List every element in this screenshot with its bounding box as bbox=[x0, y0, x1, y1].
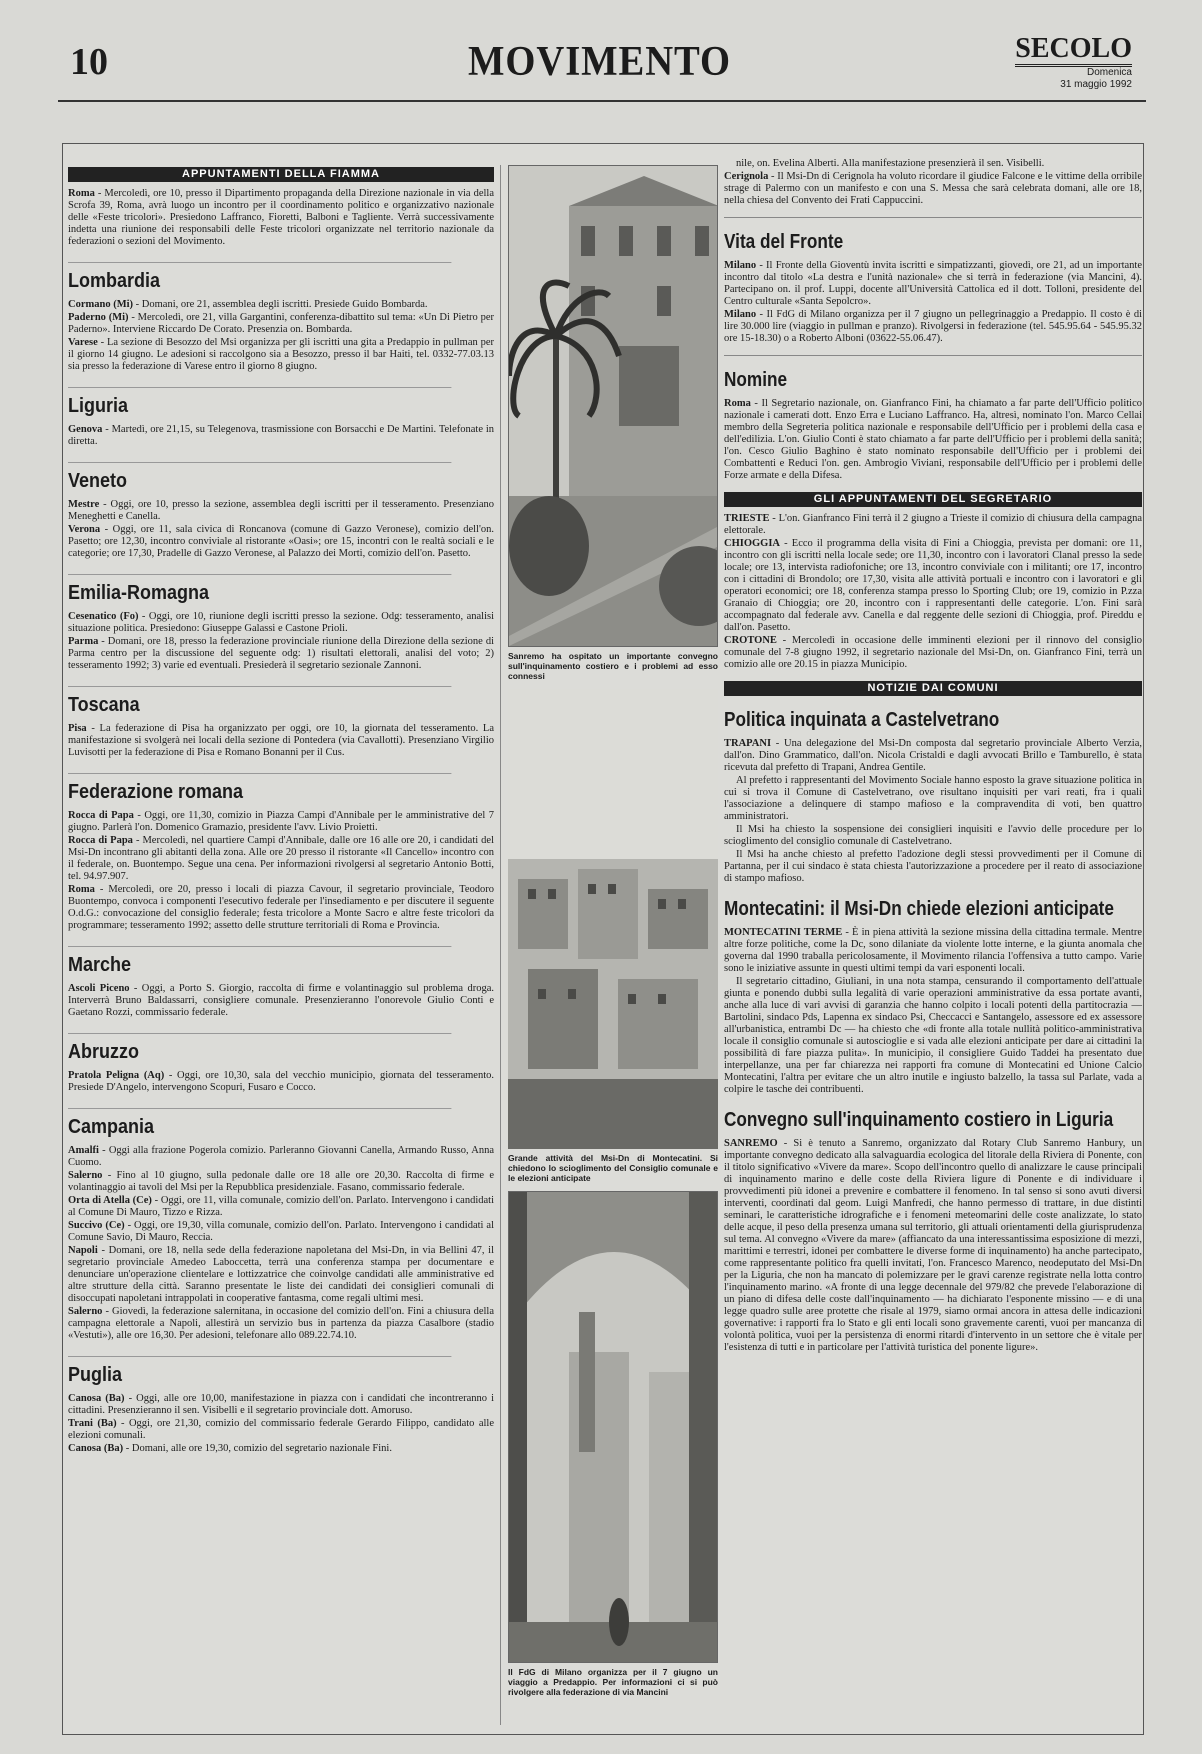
item-text: - Oggi, ore 19,30, villa comunale, comizio dell'on. Parlato. Intervengono i candidati al Comune Savio, Di Mauro, Reccia. bbox=[68, 1220, 494, 1243]
item-place: Ascoli Piceno bbox=[68, 983, 130, 994]
vita-fronte-block bbox=[724, 260, 1142, 345]
item-text: - Oggi, ore 11, villa comunale, comizio dell'on. Parlato. Intervengono i candidati al Comune Di Mauro, Tizzo e Rizza. bbox=[68, 1195, 495, 1218]
news-item bbox=[68, 983, 494, 1019]
item-place: Roma bbox=[68, 188, 95, 199]
item-text: - Il FdG di Milano organizza per il 7 giugno un pellegrinaggio a Predappio. Il costo è di lire 30.000 lire (viaggio in pullman e pranzo). Rivolgersi in federazione (tel. 545.95.64 - 545.95.32 ore 15-18.30) o a Roberto Alboni (03622-55.06.47). bbox=[724, 309, 1142, 344]
item-place: Varese bbox=[68, 337, 98, 348]
region-items bbox=[68, 299, 494, 373]
news-item bbox=[724, 513, 1142, 537]
news-item bbox=[724, 927, 1142, 975]
politica-block bbox=[724, 738, 1142, 885]
news-item bbox=[68, 299, 494, 311]
news-item bbox=[724, 849, 1142, 885]
news-item bbox=[724, 738, 1142, 774]
item-place: Trani (Ba) bbox=[68, 1418, 117, 1429]
news-item bbox=[724, 171, 1142, 207]
news-item bbox=[724, 538, 1142, 634]
item-text: - Si è tenuto a Sanremo, organizzato dal Rotary Club Sanremo Hanbury, un importante convegno dedicato alla salvaguardia ecologica del litorale della Riviera di Ponente, con il titolo significativo «Vivere da mare». Scopo dell'incontro quello di analizzare le cause principali di inquinamento marino e delle coste della Riviera ligure di Ponente e di individuare i provvedimenti più idonei a prevenire e combattere il fenomeno. In tal senso si sono avuti diversi interventi, coordinati dal geom. Luigi Manfredi, che hanno permesso di trattare, in due distinti seminari, le caratteristiche idrografiche e i fenomeni meteomarini delle coste analizzate, lo stato delle acque, il peso della presenza umana sul territorio, gli attuali orientamenti della giurisprudenza sul tema. Al convegno «Vivere da mare» (affiancato da una interessantissima esposizione di mezzi, marittimi e terrestri, idonei per combattere le diverse forme di inquinamento) ha anche partecipato, come rappresentante politico fra quelli invitati, l'on. Francesco Marenco, neodeputato del Msi-Dn per la Liguria, che non ha mancato di polemizzare per le gravi carenze registrate nella lotta contro l'inquinamento marino. «A fronte di una legge decennale del 979/82 che prevede l'elaborazione di un piano di difesa delle coste dall'inquinamento — ha dichiarato l'esponente missino — e di una legge quadro sulle aree protette che risale al 1979, siamo ormai ancora in attesa delle indicazioni governative: i rapporti fra lo Stato e gli enti locali sono gravemente carenti, vuoi per mancanza di volontà politica, vuoi per la persistenza di enormi ritardi d'intervento in un settore che è vitale per l'esistenza di tutti e in particolare per l'attività turistica del ponente ligure». bbox=[724, 1138, 1142, 1353]
news-item bbox=[68, 524, 494, 560]
news-item bbox=[68, 1418, 494, 1442]
item-text: - Mercoledì, ore 20, presso i locali di piazza Cavour, il segretario provinciale, Teodoro Buontempo, convoca i componenti l'esecutivo federale per l'insediamento e per discutere il seguente O.d.G.: convocazione del consiglio federale; festa tricolore a Monte Sacro e altre feste tricolori da programmare; tesseramento 1992; assetto delle strutture territoriali di Roma e Provincia. bbox=[68, 884, 494, 931]
item-place: Parma bbox=[68, 636, 99, 647]
region-heading: Toscana bbox=[68, 686, 451, 717]
item-place: Genova bbox=[68, 424, 103, 435]
item-text: - Ecco il programma della visita di Fini a Chioggia, prevista per domani: ore 11, incontro con gli iscritti nella locale sede; ore 11,30, incontro con i lavoratori Clanal presso la sede locale; ore 13, intervista radiofoniche; ore 13, incontro conviviale con i militanti; ore 17, incontro con i cittadini di Brondolo; ore 17,30, visita alle attività portuali e incontro con i lavoratori e gli operatori economici; ore 18, conferenza stampa presso lo Sporting Club; ore 19, comizio in P.zza Granaio di Chioggia; ore 20, incontro con i rappresentanti delle categorie. L'on. Fini sarà accompagnato dal federale avv. Canella e dal reggente delle sezioni di Chioggia, prof. Pireddu e dall'on. Pasetto. bbox=[724, 538, 1142, 633]
item-place: Cerignola bbox=[724, 171, 769, 182]
region-heading: Lombardia bbox=[68, 262, 451, 293]
item-text: - Martedì, ore 21,15, su Telegenova, trasmissione con Borsacchi e De Martini. Telefonate in diretta. bbox=[68, 424, 494, 447]
item-place: Verona bbox=[68, 524, 101, 535]
banner-appuntamenti-fiamma: APPUNTAMENTI DELLA FIAMMA bbox=[68, 167, 494, 182]
caption-montecatini: Grande attività del Msi-Dn di Montecatini. Si chiedono lo scioglimento del Consiglio comunale e le elezioni anticipate bbox=[508, 1153, 718, 1183]
banner-appuntamenti-segretario: GLI APPUNTAMENTI DEL SEGRETARIO bbox=[724, 492, 1142, 507]
divider bbox=[724, 355, 1142, 356]
header-rule bbox=[58, 100, 1146, 102]
item-place: Milano bbox=[724, 260, 757, 271]
sanremo-villa-illustration bbox=[509, 166, 718, 646]
item-place: TRIESTE bbox=[724, 513, 770, 524]
item-place: MONTECATINI TERME bbox=[724, 927, 843, 938]
item-place: Milano bbox=[724, 309, 757, 320]
regional-sections bbox=[68, 262, 494, 1455]
region-heading: Emilia-Romagna bbox=[68, 574, 451, 605]
item-text: Il Msi ha anche chiesto al prefetto l'adozione degli stessi provvedimenti per il Comune di Partanna, per il cui sindaco è stata chiesta l'autorizzazione a procedere per il reato di associazione di stampo mafioso. bbox=[724, 849, 1142, 884]
news-item bbox=[68, 1195, 494, 1219]
region-items bbox=[68, 723, 494, 759]
heading-convegno-liguria: Convegno sull'inquinamento costiero in Liguria bbox=[724, 1109, 1114, 1131]
item-text: - Il Segretario nazionale, on. Gianfranco Fini, ha chiamato a far parte dell'Ufficio politico nazionale i camerati dott. Enzo Erra e Luciano Laffranco. Ha, altresì, nominato l'on. Marco Cellai membro della Segreteria politica nazionale e responsabile dell'Ufficio per i problemi della casa e dell'edilizia. L'on. Giulio Conti è stato chiamato a far parte dell'Ufficio per i problemi della sanità; l'on. Cesco Giulio Baghino è stato nominato responsabile dell'Ufficio per i problemi dei Combattenti e Reduci l'on. gen. Ambrogio Viviani, responsabile dell'Ufficio per i problemi delle Forze armate e della Difesa. bbox=[724, 398, 1142, 481]
news-item bbox=[68, 1170, 494, 1194]
item-text: Il Msi ha chiesto la sospensione dei consiglieri inquisiti e l'avvio delle procedure per lo scioglimento del consiglio comunale di Castelvetrano. bbox=[724, 824, 1142, 847]
divider bbox=[724, 217, 1142, 218]
montecatini-town-illustration bbox=[508, 689, 718, 1149]
heading-montecatini: Montecatini: il Msi-Dn chiede elezioni anticipate bbox=[724, 898, 1114, 920]
issue-date: 31 maggio 1992 bbox=[1060, 79, 1132, 90]
arcade-colonnade-illustration bbox=[509, 1192, 718, 1662]
region-heading: Abruzzo bbox=[68, 1033, 451, 1064]
news-item bbox=[68, 723, 494, 759]
item-text: - Oggi, ore 11,30, comizio in Piazza Campi d'Annibale per le amministrative del 7 giugno. Parlerà l'on. Domenico Gramazio, presidente l'avv. Livio Proietti. bbox=[68, 810, 494, 833]
news-item bbox=[68, 312, 494, 336]
brand-logo: SECOLO bbox=[1015, 34, 1132, 67]
item-text: - Domani, ore 21, assemblea degli iscritti. Presiede Guido Bombarda. bbox=[133, 299, 428, 310]
item-text: - Oggi alla frazione Pogerola comizio. Parleranno Giovanni Canella, Armando Russo, Anna Cuomo. bbox=[68, 1145, 494, 1168]
item-place: TRAPANI bbox=[724, 738, 772, 749]
item-text: - Oggi, ore 10, presso la sezione, assemblea degli iscritti per il tesseramento. Presenziano Meneghetti e Canella. bbox=[68, 499, 494, 522]
item-place: SANREMO bbox=[724, 1138, 778, 1149]
item-text: Al prefetto i rappresentanti del Movimento Sociale hanno esposto la grave situazione politica in cui si trova il Comune di Castelvetrano, ove risultano inquisiti per vari reati, fra i quali l'associazione a delinquere di stampo mafioso e la compravendita di voti, ben quattro amministratori. bbox=[724, 775, 1142, 822]
item-text: - Il Fronte della Gioventù invita iscritti e simpatizzanti, giovedì, ore 21, ad un importante incontro dal titolo «La destra e l'unità nazionale» che si terrà in federazione (via Mancini, 4). Partecipano on. il prof. Luppi, docente all'Università Cattolica ed il dott. Tolloni, presidente del Centro culturale «Santa Sepolcro». bbox=[724, 260, 1142, 307]
item-text: - Oggi, alle ore 10,00, manifestazione in piazza con i candidati che incontreranno i cittadini. Presenzieranno il sen. Visibelli e il segretario provinciale dott. Amoruso. bbox=[68, 1393, 494, 1416]
item-text: - La sezione di Besozzo del Msi organizza per gli iscritti una gita a Predappio in pullman per il giorno 14 giugno. Le adesioni si raccolgono sia a Besozzo, presso il bar Haiti, tel. 0332-77.03.13 sia presso la federazione di Varese entro il giorno 8 giugno. bbox=[68, 337, 494, 372]
item-place: Pratola Peligna (Aq) bbox=[68, 1070, 165, 1081]
item-text: - Domani, ore 18, presso la federazione provinciale riunione della Direzione della sezione di Parma centro per la discussione del seguente odg: 1) risultati elettorali, analisi del voto; 2) tesseramento 1992; 3) varie ed eventuali. Presiederà il segretario sezionale Zannoni. bbox=[68, 636, 494, 671]
item-place: Cormano (Mi) bbox=[68, 299, 134, 310]
heading-politica-castelvetrano: Politica inquinata a Castelvetrano bbox=[724, 709, 1000, 731]
item-text: - Mercoledì, ore 10, presso il Dipartimento propaganda della Direzione nazionale in via della Scrofa 39, Roma, avrà luogo un incontro per il coordinamento politico e organizzativo nazionale delle «Feste tricolori». Presiedono Laffranco, Fioretti, Balboni e Tagliente. Verrà successivamente indetta una riunione dei responsabili delle Feste tricolori organizzate nel territorio nazionale da federazioni o sezioni del Movimento. bbox=[68, 188, 494, 247]
news-item bbox=[68, 1245, 494, 1305]
region-items bbox=[68, 983, 494, 1019]
news-item bbox=[724, 260, 1142, 308]
news-item bbox=[68, 499, 494, 523]
item-text: - L'on. Gianfranco Fini terrà il 2 giugno a Trieste il comizio di chiusura della campagna elettorale. bbox=[724, 513, 1142, 536]
item-place: Succivo (Ce) bbox=[68, 1220, 125, 1231]
item-place: CROTONE bbox=[724, 635, 777, 646]
item-place: Cesenatico (Fo) bbox=[68, 611, 139, 622]
item-text: - Fino al 10 giugno, sulla pedonale dalle ore 18 alle ore 20,30. Raccolta di firme e volantinaggio ai tavoli del Msi per la Repubblica presidenziale. Fasano, commissario federale. bbox=[68, 1170, 494, 1193]
item-text: - Oggi, ore 21,30, comizio del commissario federale Gerardo Filippo, candidato alle elezioni comunali. bbox=[68, 1418, 494, 1441]
item-place: Orta di Atella (Ce) bbox=[68, 1195, 152, 1206]
item-place: Canosa (Ba) bbox=[68, 1443, 124, 1454]
issue-day: Domenica bbox=[1086, 67, 1132, 78]
photo-column bbox=[508, 165, 718, 1725]
item-text: - Mercoledì, ore 21, villa Gargantini, conferenza-dibattito sul tema: «Un Di Pietro per Paderno». Interviene Riccardo De Corato. Presenzia on. Bombarda. bbox=[68, 312, 494, 335]
news-item bbox=[724, 398, 1142, 482]
item-text: - Oggi, a Porto S. Giorgio, raccolta di firme e volantinaggio sul problema droga. Interverrà Bruno Baldassarri, consigliere comunale. Presenzieranno l'onorevole Giulio Conti e Gaetano Rozzi, commissario federale. bbox=[68, 983, 494, 1018]
heading-nomine: Nomine bbox=[724, 369, 788, 391]
region-items bbox=[68, 810, 494, 932]
left-column bbox=[68, 165, 501, 1725]
item-place: Napoli bbox=[68, 1245, 98, 1256]
newspaper-brand bbox=[1015, 34, 1132, 91]
item-text: - Mercoledì, nel quartiere Campi d'Annibale, dalle ore 16 alle ore 20, i candidati del Msi-Dn incontrano gli abitanti della zona. Alle ore 20 presso il ristorante «Il Cancello» incontro con il federale, on. Buontempo. Segue una cena. Per informazioni rivolgersi al segretario Antonio Botti, tel. 94.97.907. bbox=[68, 835, 494, 882]
item-place: Salerno bbox=[68, 1306, 103, 1317]
item-place: CHIOGGIA bbox=[724, 538, 781, 549]
item-place: Rocca di Papa bbox=[68, 810, 134, 821]
photo-predappio bbox=[508, 1191, 718, 1663]
region-items bbox=[68, 611, 494, 672]
news-item bbox=[724, 309, 1142, 345]
page-header bbox=[58, 34, 1138, 94]
region-heading: Veneto bbox=[68, 462, 451, 493]
region-items bbox=[68, 1070, 494, 1094]
news-item bbox=[68, 810, 494, 834]
caption-sanremo: Sanremo ha ospitato un importante convegno sull'inquinamento costiero e i problemi ad esso connessi bbox=[508, 651, 718, 681]
item-place: Canosa (Ba) bbox=[68, 1393, 125, 1404]
news-item bbox=[724, 775, 1142, 823]
section-title: MOVIMENTO bbox=[468, 39, 732, 85]
news-item bbox=[68, 884, 494, 932]
news-item bbox=[724, 158, 1142, 170]
item-place: Roma bbox=[724, 398, 751, 409]
news-item bbox=[724, 976, 1142, 1096]
item-text: Il segretario cittadino, Giuliani, in una nota stampa, censurando il comportamento dell'attuale giunta e ponendo dubbi sulla legalità di varie operazioni amministrative da essa portate avanti, anche alla luce di vari avvisi di garanzia che hanno colpito i locali potenti della partitocrazia — Bartolini, sindaco Pds, Lapenna ex sindaco Psi, Checcacci e Santangelo, assessore ed ex assessore all'urbanistica, entrambi Dc — ha chiesto che «di fronte alla totale nullità politico-amministrativa locale il consiglio comunale si autoscioglie e si vada alle elezioni anticipate per dare ai cittadini la possibilità di fare piazza pulita». In municipio, il consigliere Guido Taddei ha presentato due interpellanze, una per far chiarezza nei rapporti fra comune di Montecatini ed Unione Calcio Montecatini, l'altra per evitare che un altro inutile e ingiusto balzello, la tassa sul Parlate, vada a colpire le tasche dei contribuenti. bbox=[724, 976, 1142, 1095]
convegno-block bbox=[724, 1138, 1142, 1354]
item-text: - Domani, alle ore 19,30, comizio del segretario nazionale Fini. bbox=[123, 1443, 392, 1454]
item-text: - Oggi, ore 11, sala civica di Roncanova (comune di Gazzo Veronese), comizio dell'on. Pasetto; ore 12,30, incontro conviviale al ristorante «Oasi»; ore 15, incontri con le realtà sociali e le categorie; ore 17,30, Pradelle di Gazzo Veronese, al Palazzo dei Morti, comizio dell'on. Pasetto. bbox=[68, 524, 494, 559]
region-items bbox=[68, 1145, 494, 1342]
news-item bbox=[724, 824, 1142, 848]
item-place: Pisa bbox=[68, 723, 87, 734]
item-text: - Domani, ore 18, nella sede della federazione napoletana del Msi-Dn, in via Bellini 47, il segretario provinciale Amedeo Laboccetta, terrà una conferenza stampa per documentare e denunciare un'operazione clientelare e lottizzatrice che coinvolge candidati alle amministrative ed altre strutture della città. Saranno presentate le liste dei candidati dei consiglieri comunali di disoccupati napoletani intrappolati in cooperative fantasma, come regali ultimi mesi. bbox=[68, 1245, 494, 1304]
page-number: 10 bbox=[70, 41, 108, 83]
continuation-block bbox=[724, 158, 1142, 207]
nomine-block bbox=[724, 398, 1142, 482]
item-place: Amalfi bbox=[68, 1145, 99, 1156]
item-text: - Una delegazione del Msi-Dn composta dal segretario provinciale Alberto Verzia, dall'on. Dino Grammatico, dall'on. Nicola Cristaldi e dagli avvocati Brillo e Tamburello, è stata ricevuta dal prefetto di Trapani, Andrea Gentile. bbox=[724, 738, 1142, 773]
item-text: nile, on. Evelina Alberti. Alla manifestazione presenzierà il sen. Visibelli. bbox=[736, 158, 1045, 169]
item-text: - Il Msi-Dn di Cerignola ha voluto ricordare il giudice Falcone e le vittime della orribile strage di Palermo con un manifesto e con una S. Messa che sarà celebrata domani, alle ore 18, nella chiesa del Convento dei Frati Cappuccini. bbox=[724, 171, 1142, 206]
item-text: - Mercoledì in occasione delle imminenti elezioni per il rinnovo del consiglio comunale del 7-8 giugno 1992, il segretario nazionale del Msi-Dn, on. Gianfranco Fini, terrà un comizio alle ore 20.15 in piazza Municipio. bbox=[724, 635, 1142, 670]
news-item bbox=[724, 1138, 1142, 1354]
news-item bbox=[68, 424, 494, 448]
news-item bbox=[68, 1145, 494, 1169]
intro-block bbox=[68, 188, 494, 248]
region-heading: Campania bbox=[68, 1108, 451, 1139]
news-item bbox=[68, 611, 494, 635]
region-items bbox=[68, 1393, 494, 1455]
photo-sanremo bbox=[508, 165, 718, 647]
item-place: Mestre bbox=[68, 499, 100, 510]
news-item bbox=[68, 1070, 494, 1094]
item-text: - Oggi, ore 10, riunione degli iscritti presso la sezione. Odg: tesseramento, analisi situazione politica. Presiedono: Giuseppe Galassi e Castone Prioli. bbox=[68, 611, 494, 634]
item-text: - Giovedì, la federazione salernitana, in occasione del comizio dell'on. Fini a chiusura della campagna elettorale a Napoli, allestirà un servizio bus in partenza da piazza Casalbore (stadio «Vestuti»), alle ore 16,30. Per adesioni, telefonare allo 089.22.74.10. bbox=[68, 1306, 494, 1341]
item-text: - Oggi, ore 10,30, sala del vecchio municipio, giornata del tesseramento. Presiede D'Angelo, intervengono Scopuri, Fusaro e Cocco. bbox=[68, 1070, 494, 1093]
banner-notizie-comuni: NOTIZIE DAI COMUNI bbox=[724, 681, 1142, 696]
news-item bbox=[68, 835, 494, 883]
news-item bbox=[68, 1220, 494, 1244]
region-heading: Federazione romana bbox=[68, 773, 451, 804]
news-item bbox=[68, 1306, 494, 1342]
caption-predappio: Il FdG di Milano organizza per il 7 giugno un viaggio a Predappio. Per informazioni ci si può rivolgere alla federazione di via Mancini bbox=[508, 1667, 718, 1697]
region-heading: Liguria bbox=[68, 387, 451, 418]
news-item bbox=[68, 636, 494, 672]
news-item bbox=[68, 1393, 494, 1417]
region-heading: Marche bbox=[68, 946, 451, 977]
heading-vita-fronte: Vita del Fronte bbox=[724, 231, 844, 253]
news-item bbox=[68, 337, 494, 373]
photo-montecatini bbox=[508, 689, 718, 1149]
news-item bbox=[68, 188, 494, 248]
item-text: - È in piena attività la sezione missina della cittadina termale. Mentre altre forze politiche, come la Dc, sono dilaniate da violente lotte interne, e la giunta anomala che governa dal 1990 traballa pericolosamente, il Movimento rilancia l'offensiva a tutto campo. Varie sono le iniziative assunte in questi ultimi tempi da vari esponenti locali. bbox=[724, 927, 1142, 974]
item-place: Roma bbox=[68, 884, 95, 895]
region-heading: Puglia bbox=[68, 1356, 451, 1387]
region-items bbox=[68, 424, 494, 448]
right-column bbox=[724, 158, 1142, 1718]
item-place: Salerno bbox=[68, 1170, 103, 1181]
news-item bbox=[68, 1443, 494, 1455]
segretario-block bbox=[724, 513, 1142, 671]
montecatini-block bbox=[724, 927, 1142, 1096]
item-text: - La federazione di Pisa ha organizzato per oggi, ore 10, la giornata del tesseramento. La manifestazione si svolgerà nei locali della sezione di Pontedera (via Cavallotti). Presenziano Virgilio Luvisotti per la federazione di Pisa e Romano Bonanni per il Cus. bbox=[68, 723, 494, 758]
item-place: Rocca di Papa bbox=[68, 835, 133, 846]
region-items bbox=[68, 499, 494, 560]
news-item bbox=[724, 635, 1142, 671]
item-place: Paderno (Mi) bbox=[68, 312, 129, 323]
